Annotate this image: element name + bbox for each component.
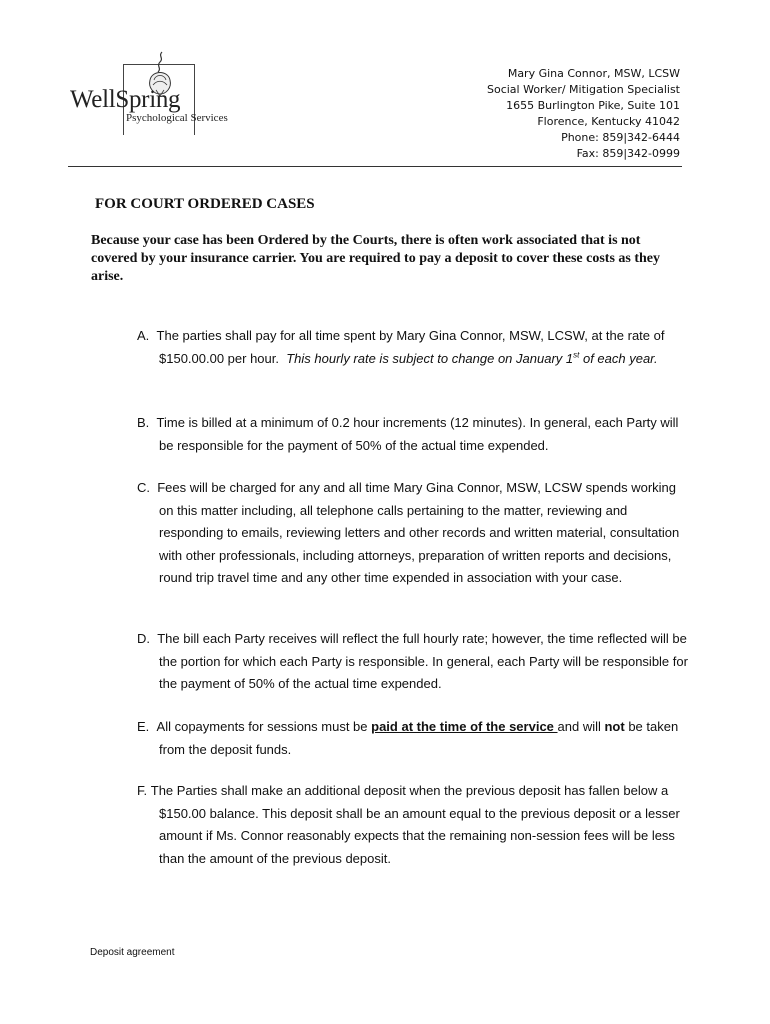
item-marker: C. xyxy=(137,480,150,495)
item-a-superscript: st xyxy=(573,350,580,360)
footer-label: Deposit agreement xyxy=(90,947,175,958)
contact-phone: Phone: 859|342-6444 xyxy=(561,131,680,144)
contact-block xyxy=(487,66,680,162)
item-f-text: The Parties shall make an additional deposit when the previous deposit has fallen below a $150.00 balance. This deposit shall be an amount equal to the previous deposit or a lesser amount if Ms. Connor reasonably expects that the remaining non-session fees will be less than the amount of the previous deposit. xyxy=(150,783,680,866)
item-b-text: Time is billed at a minimum of 0.2 hour increments (12 minutes). In general, each Party will be responsible for the payment of 50% of the actual time expended. xyxy=(156,415,679,453)
item-a-italic: This hourly rate is subject to change on January 1 xyxy=(286,350,574,366)
item-d-text: The bill each Party receives will reflect the full hourly rate; however, the time reflected will be the portion for which each Party is responsible. In general, each Party will be responsible for the payment of 50% of the actual time expended. xyxy=(157,631,688,691)
document-heading: FOR COURT ORDERED CASES xyxy=(95,196,315,212)
wellspring-logo xyxy=(68,50,248,140)
list-item-f xyxy=(137,780,692,870)
item-e-post: be taken from the deposit funds. xyxy=(159,719,679,757)
item-marker: D. xyxy=(137,631,150,646)
contact-address-line1: 1655 Burlington Pike, Suite 101 xyxy=(506,99,680,112)
list-item-e xyxy=(137,716,692,761)
item-e-underlined: paid at the time of the service xyxy=(371,719,558,734)
item-marker: E. xyxy=(137,719,150,734)
item-a-italic-end: of each year. xyxy=(579,350,658,366)
contact-title: Social Worker/ Mitigation Specialist xyxy=(486,83,680,96)
contact-fax: Fax: 859|342-0999 xyxy=(576,147,680,160)
item-marker: B. xyxy=(137,415,150,430)
list-item-b xyxy=(137,412,692,457)
item-a-text: The parties shall pay for all time spent by Mary Gina Connor, MSW, LCSW, at the rate of $150.00.00 per hour. xyxy=(156,328,665,366)
item-c-text: Fees will be charged for any and all time Mary Gina Connor, MSW, LCSW spends working on this matter including, all telephone calls pertaining to the matter, reviewing and responding to emails, reviewing letters and other records and written material, consultation with other professionals, including attorneys, preparation of written reports and decisions, round trip travel time and any other time expended in association with your case. xyxy=(157,480,680,585)
contact-name: Mary Gina Connor, MSW, LCSW xyxy=(507,67,680,80)
item-e-bold: not xyxy=(604,719,625,734)
contact-address-line2: Florence, Kentucky 41042 xyxy=(537,115,680,128)
list-item-c xyxy=(137,477,692,590)
logo-name: WellSpring xyxy=(70,86,181,113)
list-item-d xyxy=(137,628,692,696)
intro-paragraph: Because your case has been Ordered by the Courts, there is often work associated that is not covered by your insurance carrier. You are required to pay a deposit to cover these costs as they arise. xyxy=(91,233,661,284)
item-marker: A. xyxy=(137,328,150,343)
logo-subtitle: Psychological Services xyxy=(126,112,228,124)
list-item-a xyxy=(137,325,692,370)
item-marker: F. xyxy=(137,783,148,798)
item-e-text: All copayments for sessions must be xyxy=(156,719,372,734)
header-divider xyxy=(68,166,682,167)
item-e-mid: and will xyxy=(557,719,605,734)
